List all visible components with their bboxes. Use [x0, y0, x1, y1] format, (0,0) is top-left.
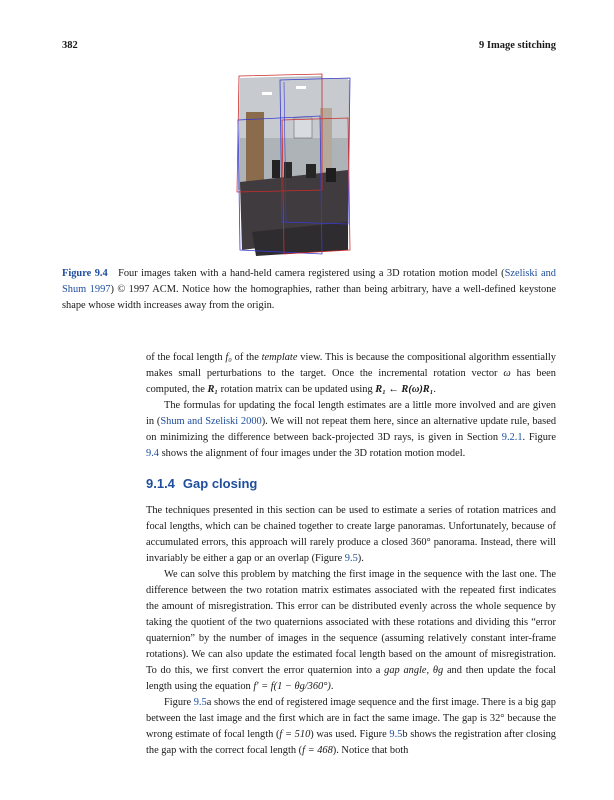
paragraph-4	[146, 567, 556, 695]
p5-text: b shows the registration after closing the gap with the correct focal length (	[146, 729, 556, 756]
math-focal-update: f′ = f(1 − θg/360°)	[253, 681, 331, 692]
running-title: 9 Image stitching	[479, 40, 556, 51]
photo-mosaic-icon	[232, 72, 356, 257]
figure-ref-link[interactable]: 9.5	[193, 697, 207, 708]
section-title-text: Gap closing	[182, 476, 258, 491]
p3-text: ).	[357, 553, 364, 564]
p1-text: view. This is because the compositional algorithm essentially makes small perturbations to the target. Once the incremental rotation vector	[146, 352, 556, 379]
paragraph-1	[146, 350, 556, 398]
p2-text: The formulas for updating the focal length estimates are a little more involved and are given in (	[146, 400, 556, 427]
math-f510: f = 510	[279, 729, 311, 740]
figure-ref-link[interactable]: 9.5	[389, 729, 403, 740]
p1-text: of the focal length	[146, 352, 226, 363]
emph-gap-angle: gap angle	[384, 665, 427, 676]
p2-text: ). We will not repeat them here, since an alternative update rule, based on minimizing the difference between back-projected 3D rays, is given in Section	[146, 416, 557, 443]
section-number: 9.1.4	[146, 476, 175, 491]
p3-text: The techniques presented in this section can be used to estimate a series of rotation matrices and focal lengths, which can be chained together to create large panoramas. Unfortunately, because of accumulated errors, this approach will rarely produce a closed 360° panorama. Instead, there will invariably be either a gap or an overlap (Figure	[146, 505, 556, 564]
p1-text: of the	[231, 352, 262, 363]
math-f0: f₀	[225, 352, 232, 363]
p4-text: We can solve this problem by matching the first image in the sequence with the last one. The difference between the two rotation matrix estimates associated with the repeated first indicates the amount of misregistration. This error can be distributed evenly across the whole sequence by taking the quotient of the two quaternions associated with these rotations and dividing this “error quaternion” by the number of images in the sequence (assuming relatively constant inter-frame rotations). We can also update the estimated focal length based on the amount of misregistration. To do this, we first convert the error quaternion into a	[146, 569, 556, 676]
emph-template: template	[261, 352, 298, 363]
caption-text-2: ) © 1997 ACM. Notice how the homographies, rather than being arbitrary, have a well-defined keystone shape whose width increases away from the origin.	[62, 284, 556, 311]
p2-text: shows the alignment of four images under the 3D rotation motion model.	[159, 448, 466, 459]
p2-text: . Figure	[522, 432, 556, 443]
body-text-lower	[146, 503, 556, 759]
section-heading	[146, 476, 257, 491]
paragraph-5	[146, 695, 556, 759]
p1-text: has been computed, the	[146, 368, 556, 395]
figure-label: Figure 9.4	[62, 268, 108, 279]
p1-text: .	[433, 384, 436, 395]
paragraph-3	[146, 503, 556, 567]
body-text-upper	[146, 350, 556, 462]
p4-text: and then update the focal length using the equation	[146, 665, 556, 692]
math-theta-g: θg	[432, 665, 444, 676]
p5-text: ). Notice that both	[332, 745, 409, 756]
math-update-rule: R₁ ← R(ω)R₁	[375, 384, 434, 395]
figure-caption	[62, 266, 556, 314]
p4-text: ,	[426, 665, 433, 676]
figure-ref-link[interactable]: 9.5	[344, 553, 358, 564]
math-r1: R₁	[207, 384, 219, 395]
paragraph-2	[146, 398, 556, 462]
caption-text-1: Four images taken with a hand-held camera registered using a 3D rotation motion model (	[118, 268, 505, 279]
p1-text: rotation matrix can be updated using	[218, 384, 376, 395]
p5-text: Figure	[164, 697, 194, 708]
p5-text: a shows the end of registered image sequence and the first image. There is a big gap between the last image and the first which are in fact the same image. The gap is 32° because the wrong estimate of focal length (	[146, 697, 556, 740]
section-ref-link[interactable]: 9.2.1	[501, 432, 523, 443]
math-omega: ω	[503, 368, 511, 379]
figure-9-4-image	[232, 72, 356, 257]
page-header	[62, 40, 556, 56]
figure-ref-link[interactable]: 9.4	[146, 448, 159, 459]
citation-link-shum-szeliski[interactable]: Shum and Szeliski 2000	[160, 416, 262, 427]
page-number: 382	[62, 40, 78, 51]
caption-citation-link[interactable]: Szeliski and Shum 1997	[62, 268, 556, 295]
p5-text: ) was used. Figure	[310, 729, 390, 740]
math-f468: f = 468	[302, 745, 333, 756]
p4-text: .	[330, 681, 334, 692]
